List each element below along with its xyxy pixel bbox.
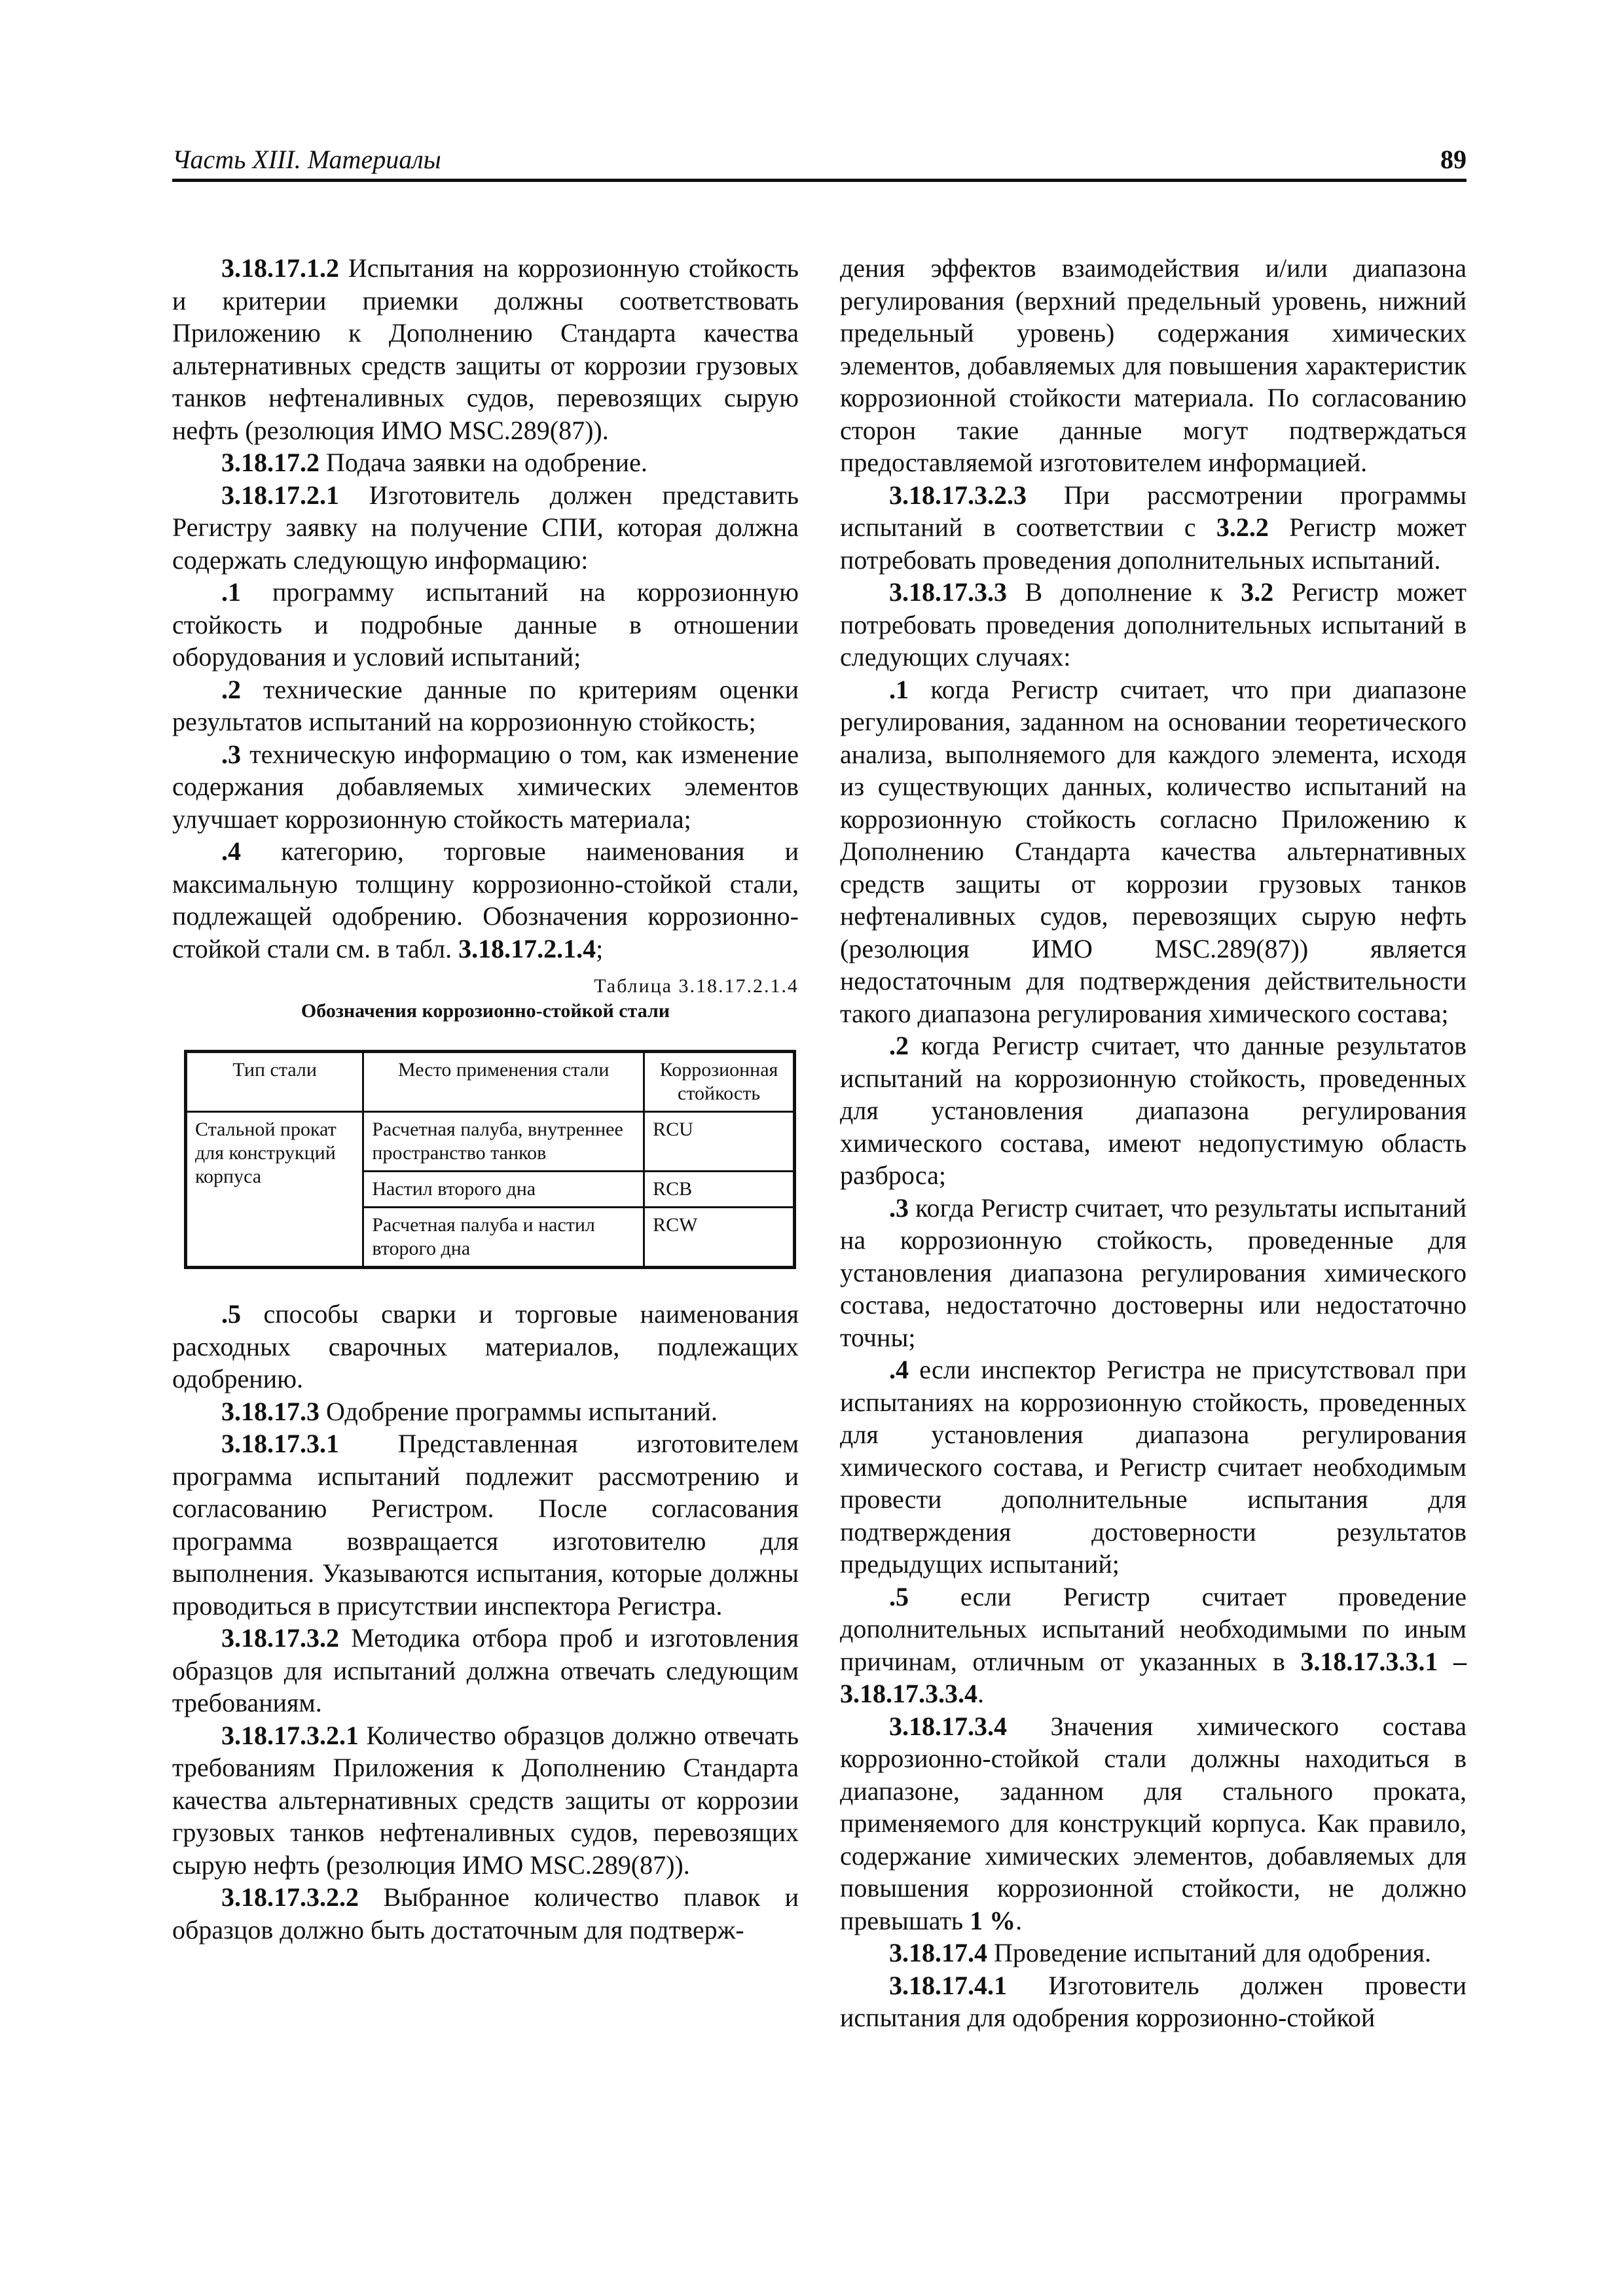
left-column — [172, 252, 799, 1946]
table-cell: Расчетная палуба, внутреннее пространство танков — [363, 1112, 644, 1172]
paragraph: 3.18.17.4.1 Изготовитель должен провести испытания для одобрения коррозионно-стойкой — [840, 1970, 1467, 2032]
table-caption: Таблица 3.18.17.2.1.4 — [594, 975, 799, 997]
paragraph: 3.18.17.3.3 В дополнение к 3.2 Регистр может потребовать проведения дополнительных испытаний в следующих случаях: — [840, 577, 1467, 672]
table-title: Обозначения коррозионно-стойкой стали — [301, 1000, 670, 1022]
list-item: .2 когда Регистр считает, что данные результатов испытаний на коррозионную стойкость, проведенных для установления диапазона регулирования химического состава, имеют недопустимую область разброса; — [840, 1031, 1467, 1190]
paragraph: 3.18.17.3.4 Значения химического состава коррозионно-стойкой стали должны находиться в диапазоне, заданном для стального проката, применяемого для конструкций корпуса. Как правило, содержание химических элементов, добавляемых для повышения коррозионной стойкости, не должно превышать 1 %. — [840, 1711, 1467, 1935]
table-header-cell: Место применения стали — [363, 1052, 644, 1112]
paragraph: 3.18.17.3.2.2 Выбранное количество плавок и образцов должно быть достаточным для подтверж- — [172, 1882, 799, 1945]
paragraph: 3.18.17.2.1 Изготовитель должен представить Регистру заявку на получение СПИ, которая должна содержать следующую информацию: — [172, 480, 799, 575]
table-cell: Настил второго дна — [363, 1172, 644, 1208]
paragraph: 3.18.17.2 Подача заявки на одобрение. — [221, 448, 647, 477]
table-header-cell: Коррозионная стойкость — [644, 1052, 795, 1112]
list-item: .3 когда Регистр считает, что результаты испытаний на коррозионную стойкость, проведенные для установления диапазона регулирования химического состава, недостаточно достоверны или недостаточно точны; — [840, 1193, 1467, 1352]
list-item: .1 программу испытаний на коррозионную стойкость и подробные данные в отношении оборудования и условий испытаний; — [172, 577, 799, 672]
table-cell: RCB — [644, 1172, 795, 1208]
paragraph: 3.18.17.3.1 Представленная изготовителем программа испытаний подлежит рассмотрению и согласованию Регистром. После согласования программа возвращается изготовителю для выполнения. Указываются испытания, которые должны проводиться в присутствии инспектора Регистра. — [172, 1429, 799, 1621]
page-header — [172, 141, 1467, 182]
paragraph: дения эффектов взаимодействия и/или диапазона регулирования (верхний предельный уровень, нижний предельный уровень) содержания химических элементов, добавляемых для повышения характеристик коррозионной стойкости материала. По согласованию сторон такие данные могут подтверждаться предоставляемой изготовителем информацией. — [840, 253, 1467, 477]
table-cell: RCW — [644, 1208, 795, 1268]
paragraph: 3.18.17.3.2 Методика отбора проб и изготовления образцов для испытаний должна отвечать следующим требованиям. — [172, 1623, 799, 1717]
paragraph: 3.18.17.3.2.3 При рассмотрении программы испытаний в соответствии с 3.2.2 Регистр может потребовать проведения дополнительных испытаний. — [840, 480, 1467, 575]
steel-designation-table — [184, 1050, 796, 1269]
table-row — [186, 1112, 795, 1172]
list-item: .5 способы сварки и торговые наименования расходных сварочных материалов, подлежащих одобрению. — [172, 1299, 799, 1393]
list-item: .4 если инспектор Регистра не присутствовал при испытаниях на коррозионную стойкость, проведенных для установления диапазона регулирования химического состава, и Регистр считает необходимым провести дополнительные испытания для подтверждения достоверности результатов предыдущих испытаний; — [840, 1355, 1467, 1579]
list-item: .3 техническую информацию о том, как изменение содержания добавляемых химических элементов улучшает коррозионную стойкость материала; — [172, 739, 799, 834]
page-number: 89 — [1440, 145, 1467, 174]
list-item: .4 категорию, торговые наименования и максимальную толщину коррозионно-стойкой стали, подлежащей одобрению. Обозначения коррозионно-стойкой стали см. в табл. 3.18.17.2.1.4; — [172, 836, 799, 963]
list-item: .2 технические данные по критериям оценки результатов испытаний на коррозионную стойкость; — [172, 674, 799, 736]
table-cell: Стальной прокат для конструкций корпуса — [186, 1112, 363, 1268]
table-cell: RCU — [644, 1112, 795, 1172]
paragraph: 3.18.17.3.2.1 Количество образцов должно отвечать требованиям Приложения к Дополнению Стандарта качества альтернативных средств защиты от коррозии грузовых танков нефтеналивных судов, перевозящих сырую нефть (резолюция ИМО MSC.289(87)). — [172, 1720, 799, 1880]
paragraph: 3.18.17.4 Проведение испытаний для одобрения. — [889, 1938, 1432, 1967]
paragraph: 3.18.17.1.2 Испытания на коррозионную стойкость и критерии приемки должны соответствовать Приложению к Дополнению Стандарта качества альтернативных средств защиты от коррозии грузовых танков нефтеналивных судов, перевозящих сырую нефть (резолюция ИМО MSC.289(87)). — [172, 253, 799, 445]
table-header-row — [186, 1052, 795, 1112]
right-column — [840, 252, 1467, 2034]
list-item: .5 если Регистр считает проведение дополнительных испытаний необходимыми по иным причинам, отличным от указанных в 3.18.17.3.3.1 – 3.18.17.3.3.4. — [840, 1581, 1467, 1708]
running-title: Часть XIII. Материалы — [172, 145, 441, 174]
table-header-cell: Тип стали — [186, 1052, 363, 1112]
list-item: .1 когда Регистр считает, что при диапазоне регулирования, заданном на основании теоретического анализа, выполняемого для каждого элемента, исходя из существующих данных, количество испытаний на коррозионную стойкость согласно Приложению к Дополнению Стандарта качества альтернативных средств защиты от коррозии грузовых танков нефтеналивных судов, перевозящих сырую нефть (резолюция ИМО MSC.289(87)) является недостаточным для подтверждения действительности такого диапазона регулирования химического состава; — [840, 674, 1467, 1028]
paragraph: 3.18.17.3 Одобрение программы испытаний. — [221, 1396, 718, 1426]
table-cell: Расчетная палуба и настил второго дна — [363, 1208, 644, 1268]
